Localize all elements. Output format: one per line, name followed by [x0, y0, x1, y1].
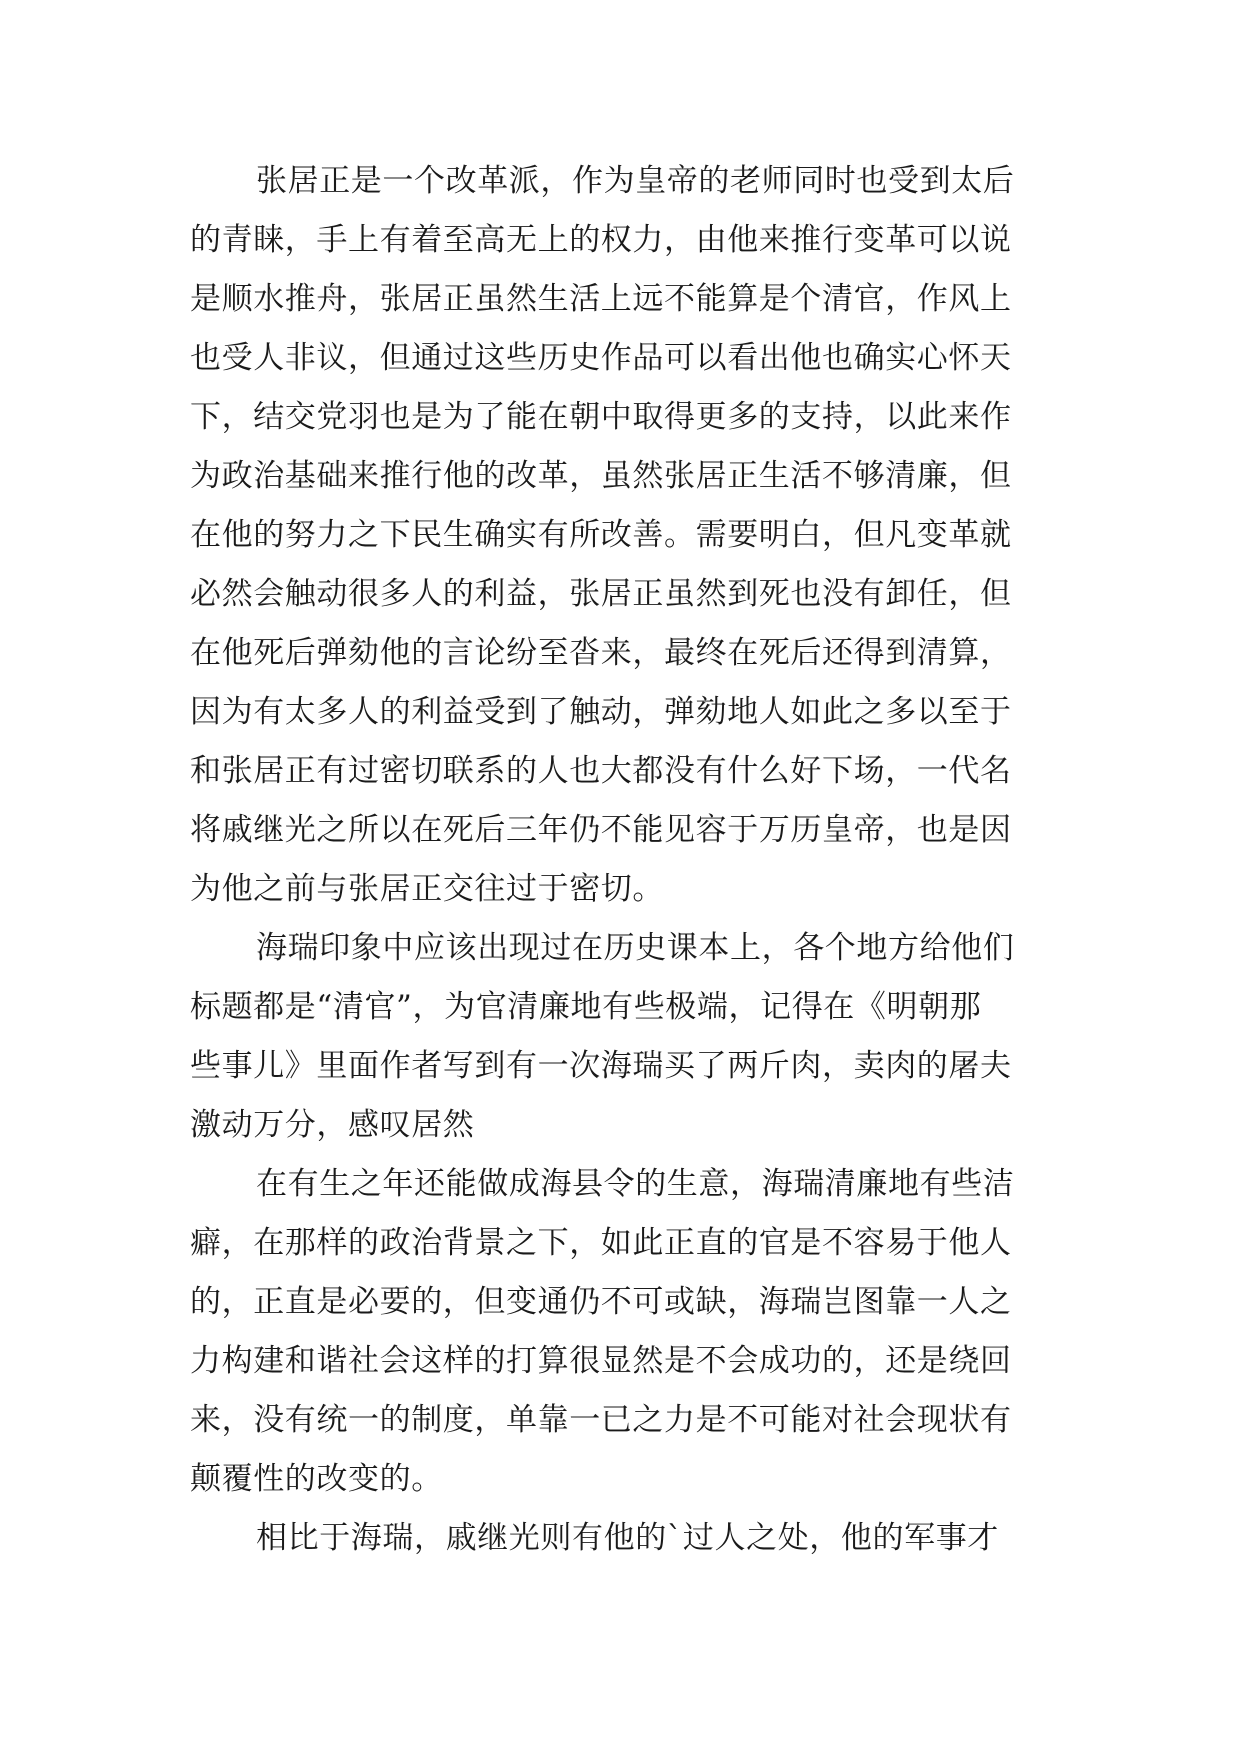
text-line: 标题都是“清官”，为官清廉地有些极端，记得在《明朝那 — [190, 989, 982, 1025]
text-line: 将戚继光之所以在死后三年仍不能见容于万历皇帝，也是因 — [190, 812, 1012, 848]
text-line: 在他死后弹劾他的言论纷至沓来，最终在死后还得到清算， — [190, 635, 1012, 671]
text-line: 的，正直是必要的，但变通仍不可或缺，海瑞岂图靠一人之 — [190, 1284, 1012, 1320]
text-line: 必然会触动很多人的利益，张居正虽然到死也没有卸任，但 — [190, 576, 1012, 612]
text-line: 在他的努力之下民生确实有所改善。需要明白，但凡变革就 — [190, 517, 1012, 553]
text-line: 颠覆性的改变的。 — [190, 1461, 443, 1497]
text-line: 为政治基础来推行他的改革，虽然张居正生活不够清廉，但 — [190, 458, 1012, 494]
text-line: 来，没有统一的制度，单靠一已之力是不可能对社会现状有 — [190, 1402, 1012, 1438]
text-line: 是顺水推舟，张居正虽然生活上远不能算是个清官，作风上 — [190, 281, 1012, 317]
text-line: 张居正是一个改革派，作为皇帝的老师同时也受到太后 — [256, 163, 1015, 199]
text-line: 些事儿》里面作者写到有一次海瑞买了两斤肉，卖肉的屠夫 — [190, 1048, 1012, 1084]
text-line: 也受人非议，但通过这些历史作品可以看出他也确实心怀天 — [190, 340, 1012, 376]
text-line: 为他之前与张居正交往过于密切。 — [190, 871, 664, 907]
text-line: 的青睐，手上有着至高无上的权力，由他来推行变革可以说 — [190, 222, 1012, 258]
text-line: 癖，在那样的政治背景之下，如此正直的官是不容易于他人 — [190, 1225, 1012, 1261]
text-line: 海瑞印象中应该出现过在历史课本上，各个地方给他们 — [256, 930, 1015, 966]
text-line: 在有生之年还能做成海县令的生意，海瑞清廉地有些洁 — [256, 1166, 1015, 1202]
text-line: 相比于海瑞，戚继光则有他的`过人之处，他的军事才 — [256, 1520, 999, 1556]
text-line: 下，结交党羽也是为了能在朝中取得更多的支持，以此来作 — [190, 399, 1012, 435]
text-line: 力构建和谐社会这样的打算很显然是不会成功的，还是绕回 — [190, 1343, 1012, 1379]
text-line: 激动万分，感叹居然 — [190, 1107, 475, 1143]
text-line: 因为有太多人的利益受到了触动，弹劾地人如此之多以至于 — [190, 694, 1012, 730]
text-line: 和张居正有过密切联系的人也大都没有什么好下场，一代名 — [190, 753, 1012, 789]
document-page — [190, 152, 1050, 1568]
